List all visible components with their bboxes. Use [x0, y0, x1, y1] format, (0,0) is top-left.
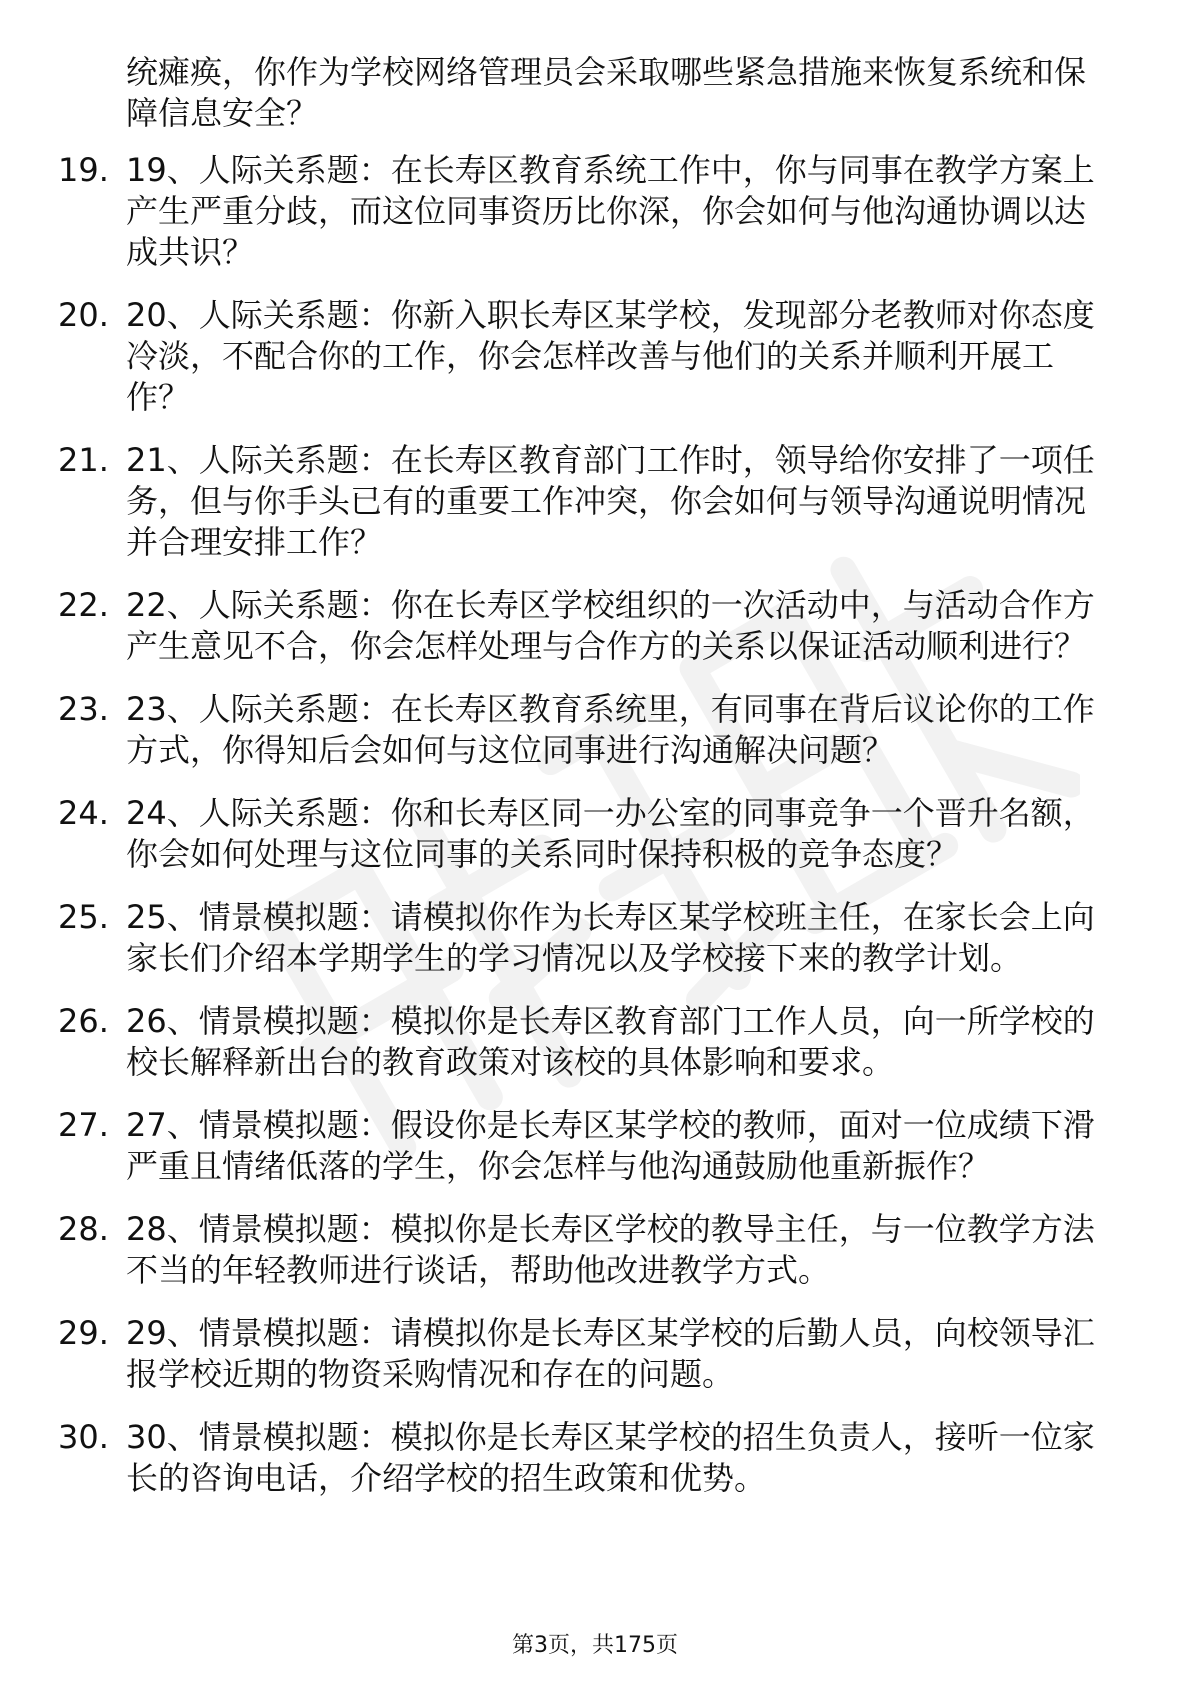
question-text: 25、情景模拟题：请模拟你作为长寿区某学校班主任，在家长会上向家长们介绍本学期学生的学习情况以及学校接下来的教学计划。 — [126, 898, 1095, 977]
question-number: 26. — [58, 1002, 109, 1040]
question-list — [0, 150, 1190, 1521]
question-item — [0, 897, 1190, 979]
question-item — [0, 1417, 1190, 1499]
question-number: 20. — [58, 296, 109, 334]
question-text: 28、情景模拟题：模拟你是长寿区学校的教导主任，与一位教学方法不当的年轻教师进行谈话，帮助他改进教学方式。 — [126, 1210, 1095, 1289]
question-item — [0, 1209, 1190, 1291]
question-text: 27、情景模拟题：假设你是长寿区某学校的教师，面对一位成绩下滑严重且情绪低落的学生，你会怎样与他沟通鼓励他重新振作？ — [126, 1106, 1095, 1185]
question-text: 21、人际关系题：在长寿区教育部门工作时，领导给你安排了一项任务，但与你手头已有的重要工作冲突，你会如何与领导沟通说明情况并合理安排工作？ — [126, 441, 1095, 561]
question-text: 30、情景模拟题：模拟你是长寿区某学校的招生负责人，接听一位家长的咨询电话，介绍学校的招生政策和优势。 — [126, 1418, 1095, 1497]
question-continuation-text: 统瘫痪，你作为学校网络管理员会采取哪些紧急措施来恢复系统和保障信息安全？ — [126, 53, 1087, 132]
question-text: 19、人际关系题：在长寿区教育系统工作中，你与同事在教学方案上产生严重分歧，而这位同事资历比你深，你会如何与他沟通协调以达成共识？ — [126, 151, 1095, 271]
question-number: 24. — [58, 794, 109, 832]
question-number: 30. — [58, 1418, 109, 1456]
question-text: 24、人际关系题：你和长寿区同一办公室的同事竞争一个晋升名额，你会如何处理与这位同事的关系同时保持积极的竞争态度？ — [126, 794, 1095, 873]
question-item — [0, 150, 1190, 273]
page-footer: 第3页，共175页 — [512, 1633, 678, 1658]
question-number: 29. — [58, 1314, 109, 1352]
question-number: 22. — [58, 586, 109, 624]
question-number: 27. — [58, 1106, 109, 1144]
question-item — [0, 1313, 1190, 1395]
question-number: 23. — [58, 690, 109, 728]
question-text: 29、情景模拟题：请模拟你是长寿区某学校的后勤人员，向校领导汇报学校近期的物资采购情况和存在的问题。 — [126, 1314, 1095, 1393]
question-text: 26、情景模拟题：模拟你是长寿区教育部门工作人员，向一所学校的校长解释新出台的教育政策对该校的具体影响和要求。 — [126, 1002, 1095, 1081]
question-item — [0, 1001, 1190, 1083]
question-text: 22、人际关系题：你在长寿区学校组织的一次活动中，与活动合作方产生意见不合，你会怎样处理与合作方的关系以保证活动顺利进行？ — [126, 586, 1095, 665]
question-item — [0, 793, 1190, 875]
question-item — [0, 585, 1190, 667]
question-item — [0, 1105, 1190, 1187]
question-number: 21. — [58, 441, 109, 479]
question-item — [0, 440, 1190, 563]
question-number: 19. — [58, 151, 109, 189]
question-number: 25. — [58, 898, 109, 936]
question-item — [0, 295, 1190, 418]
question-item — [0, 689, 1190, 771]
question-number: 28. — [58, 1210, 109, 1248]
question-text: 20、人际关系题：你新入职长寿区某学校，发现部分老教师对你态度冷淡，不配合你的工作，你会怎样改善与他们的关系并顺利开展工作？ — [126, 296, 1095, 416]
question-text: 23、人际关系题：在长寿区教育系统里，有同事在背后议论你的工作方式，你得知后会如何与这位同事进行沟通解决问题？ — [126, 690, 1095, 769]
